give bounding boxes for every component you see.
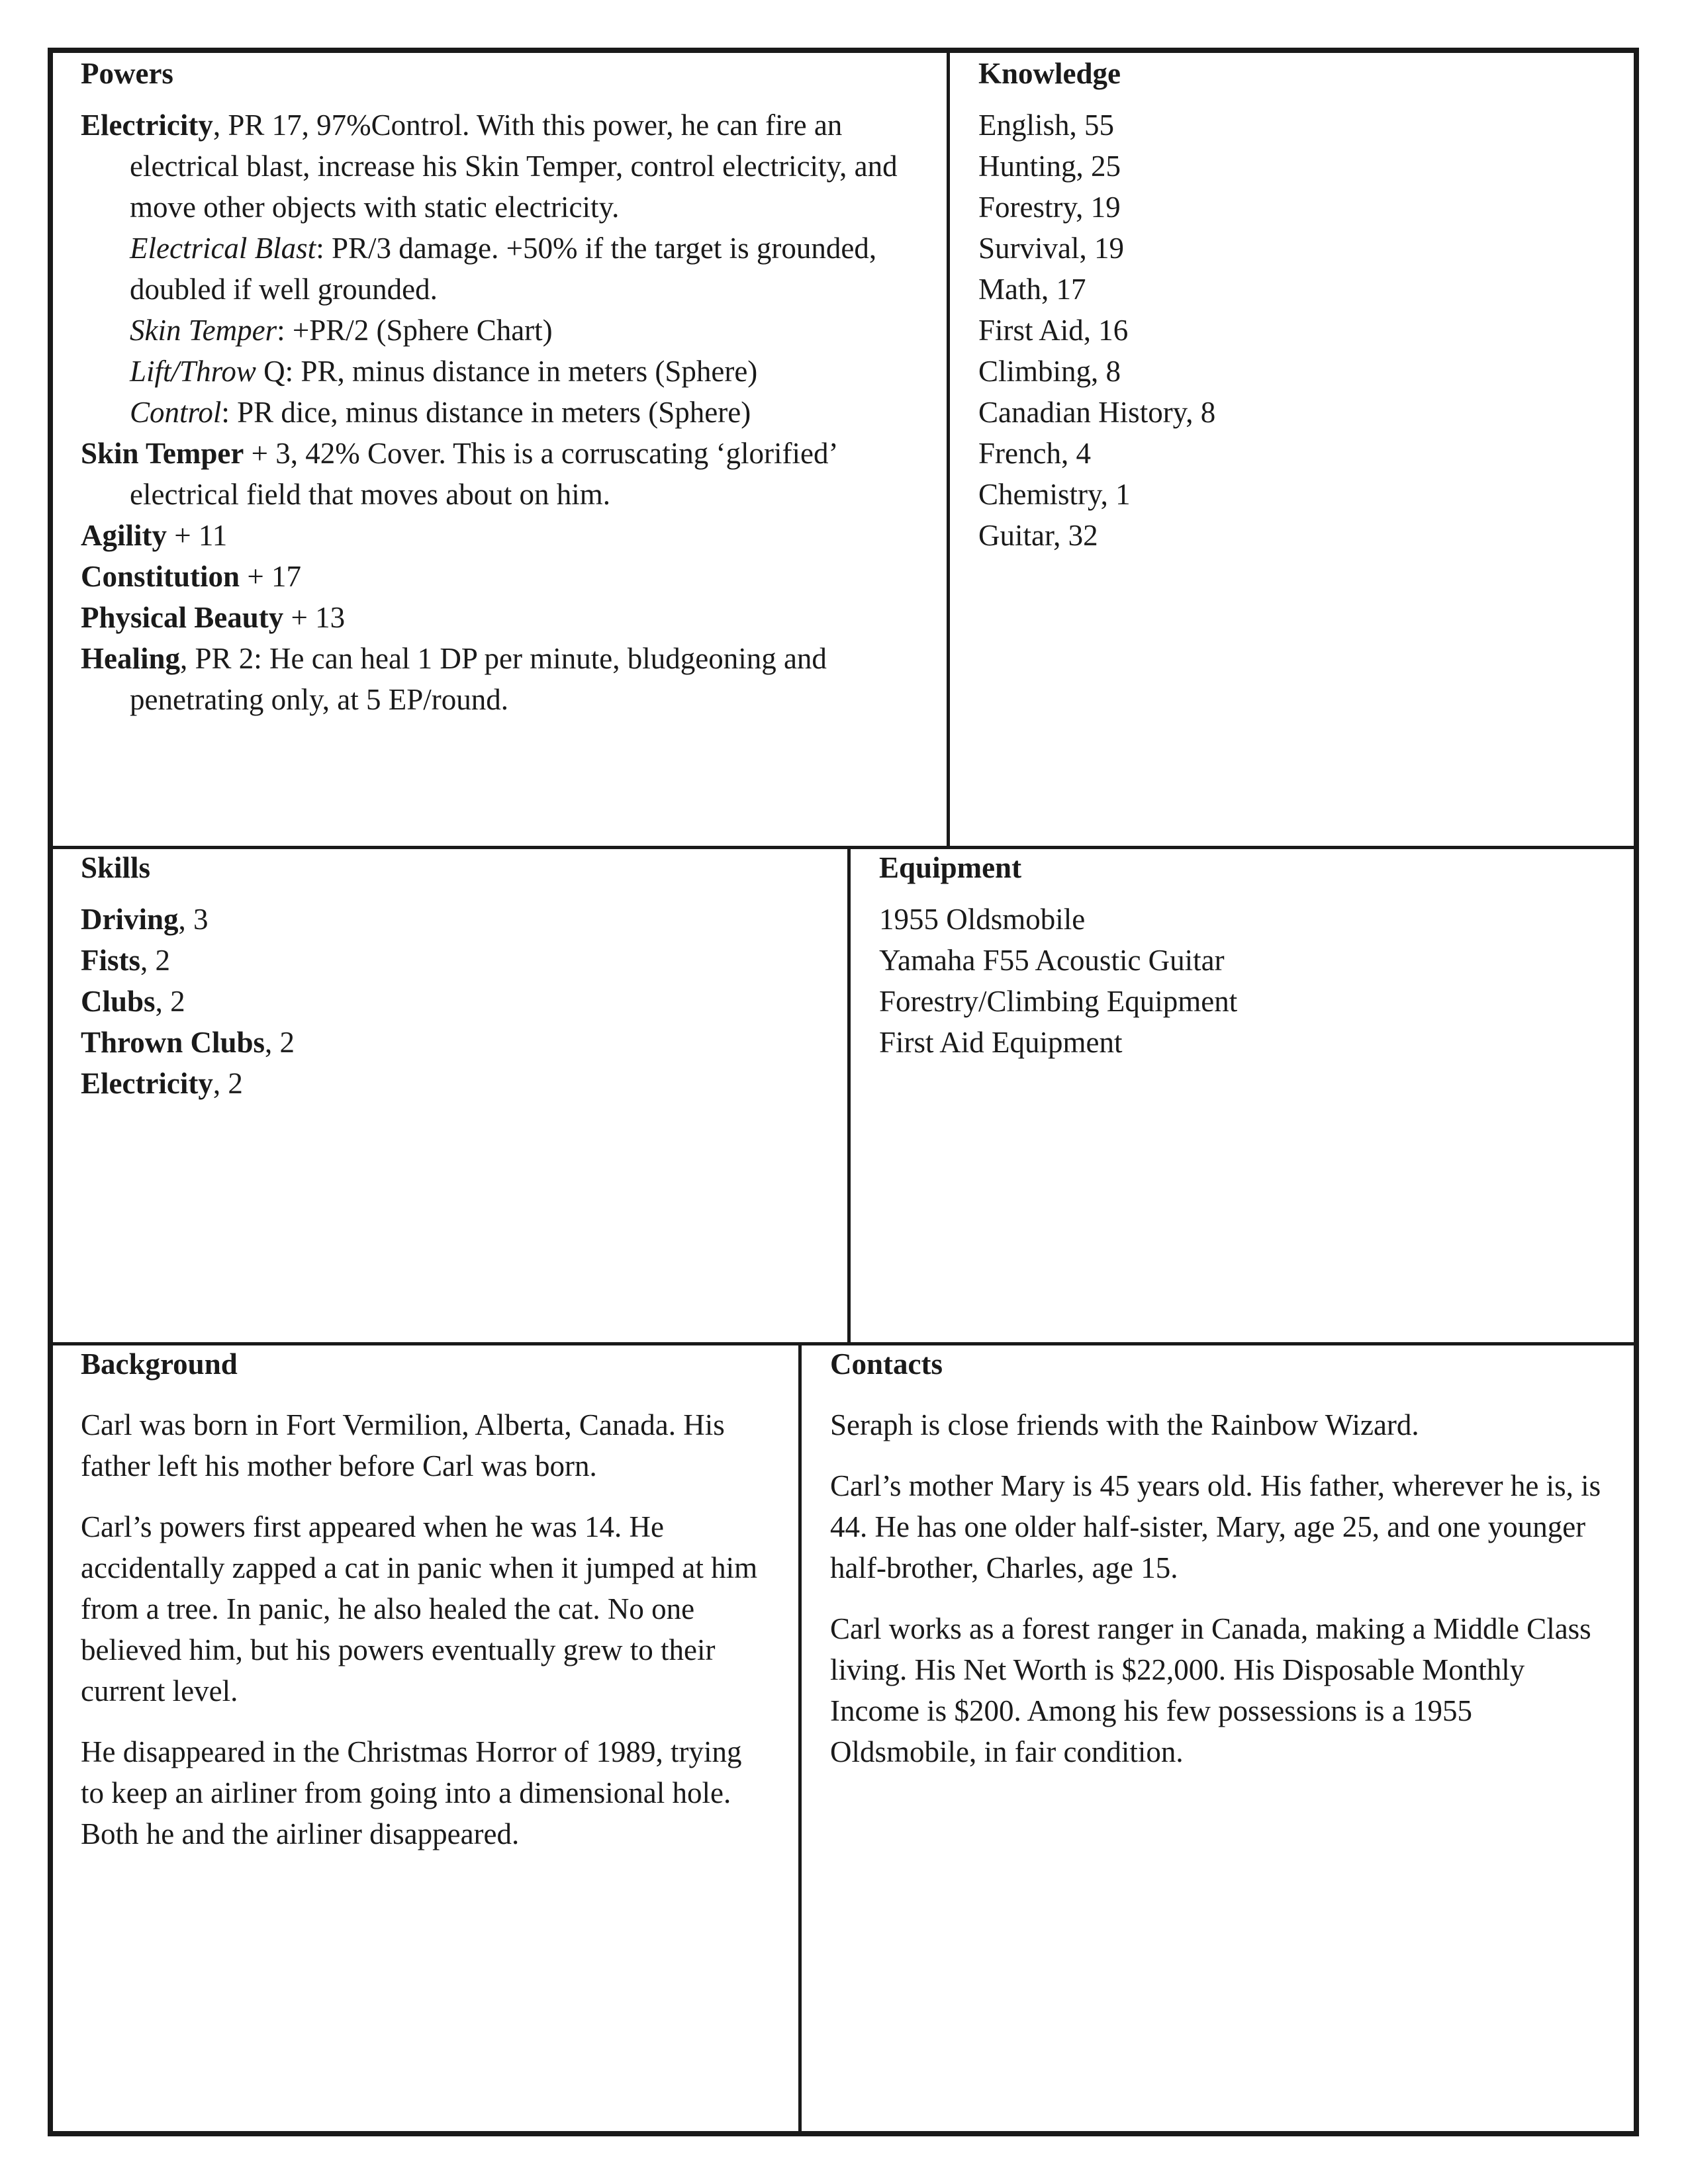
skill-name: Clubs <box>81 985 156 1018</box>
knowledge-item: Climbing, 8 <box>978 355 1121 388</box>
skill-value: , 2 <box>140 944 170 977</box>
skill-item <box>81 1063 835 1104</box>
equipment-section <box>879 847 1614 1063</box>
skin-temper-text: + 3, 42% Cover. This is a corruscating ‘glorified’ electrical field that moves about on him. <box>130 437 837 511</box>
constitution-value: + 17 <box>240 560 301 593</box>
skin-temper-sub-text: : +PR/2 (Sphere Chart) <box>277 314 553 347</box>
power-skin-temper-sub <box>81 310 935 351</box>
physical-beauty-name: Physical Beauty <box>81 601 284 634</box>
skill-name: Driving <box>81 903 179 936</box>
knowledge-item: First Aid, 16 <box>978 314 1129 347</box>
skill-name: Fists <box>81 944 140 977</box>
electrical-blast-name: Electrical Blast <box>130 232 316 265</box>
constitution-name: Constitution <box>81 560 240 593</box>
powers-section <box>81 53 935 720</box>
electrical-blast-text: : PR/3 damage. +50% if the target is grounded, doubled if well grounded. <box>130 232 877 306</box>
knowledge-item: Hunting, 25 <box>978 150 1121 183</box>
contacts-section <box>830 1343 1618 1792</box>
lift-throw-name: Lift/Throw <box>130 355 256 388</box>
contacts-heading: Contacts <box>830 1347 943 1381</box>
powers-heading: Powers <box>81 57 173 90</box>
skill-name: Electricity <box>81 1067 213 1100</box>
background-section <box>81 1343 769 1874</box>
power-healing <box>81 638 935 720</box>
skills-heading: Skills <box>81 851 151 884</box>
background-paragraph: Carl’s powers first appeared when he was 14. He accidentally zapped a cat in panic when it jumped at him from a tree. In panic, he also healed the cat. No one believed him, but his powers eventually grew to their current level. <box>81 1510 758 1707</box>
skill-name: Thrown Clubs <box>81 1026 265 1059</box>
knowledge-item: Canadian History, 8 <box>978 396 1216 429</box>
agility-name: Agility <box>81 519 167 552</box>
agility-value: + 11 <box>167 519 228 552</box>
control-name: Control <box>130 396 222 429</box>
knowledge-item: Math, 17 <box>978 273 1086 306</box>
skill-item <box>81 981 835 1022</box>
skill-value: , 2 <box>265 1026 295 1059</box>
equipment-heading: Equipment <box>879 851 1022 884</box>
equipment-item: Yamaha F55 Acoustic Guitar <box>879 944 1225 977</box>
power-agility <box>81 515 935 556</box>
power-electrical-blast <box>81 228 935 310</box>
knowledge-item: Chemistry, 1 <box>978 478 1131 511</box>
equipment-item: Forestry/Climbing Equipment <box>879 985 1238 1018</box>
skill-value: , 2 <box>155 985 185 1018</box>
skills-section <box>81 847 835 1104</box>
power-electricity-name: Electricity <box>81 109 213 142</box>
skin-temper-name: Skin Temper <box>81 437 244 470</box>
contacts-paragraph: Carl’s mother Mary is 45 years old. His father, wherever he is, is 44. He has one older half-sister, Mary, age 25, and one younger half-brother, Charles, age 15. <box>830 1469 1601 1584</box>
equipment-item: 1955 Oldsmobile <box>879 903 1086 936</box>
skill-value: , 3 <box>178 903 209 936</box>
background-heading: Background <box>81 1347 238 1381</box>
power-lift-throw <box>81 351 935 392</box>
knowledge-item: Guitar, 32 <box>978 519 1098 552</box>
skill-value: , 2 <box>212 1067 243 1100</box>
control-text: : PR dice, minus distance in meters (Sphere) <box>221 396 751 429</box>
divider-skills-equipment <box>847 847 851 1343</box>
skill-item <box>81 1022 835 1063</box>
knowledge-item: Forestry, 19 <box>978 191 1121 224</box>
knowledge-heading: Knowledge <box>978 57 1121 90</box>
divider-background-contacts <box>798 1343 802 2131</box>
knowledge-section <box>978 53 1614 556</box>
contacts-paragraph: Seraph is close friends with the Rainbow Wizard. <box>830 1408 1419 1441</box>
lift-throw-text: Q: PR, minus distance in meters (Sphere) <box>256 355 758 388</box>
healing-text: , PR 2: He can heal 1 DP per minute, bludgeoning and penetrating only, at 5 EP/round. <box>130 642 827 716</box>
divider-powers-knowledge <box>947 53 950 847</box>
power-skin-temper <box>81 433 935 515</box>
background-paragraph: Carl was born in Fort Vermilion, Alberta, Canada. His father left his mother before Carl was born. <box>81 1408 725 1482</box>
skill-item <box>81 899 835 940</box>
physical-beauty-value: + 13 <box>283 601 346 634</box>
equipment-item: First Aid Equipment <box>879 1026 1123 1059</box>
power-physical-beauty <box>81 597 935 638</box>
contacts-paragraph: Carl works as a forest ranger in Canada, making a Middle Class living. His Net Worth is $22,000. His Disposable Monthly Income is $200. Among his few possessions is a 1955 Oldsmobile, in fair condition. <box>830 1612 1591 1768</box>
power-constitution <box>81 556 935 597</box>
healing-name: Healing <box>81 642 181 675</box>
skill-item <box>81 940 835 981</box>
power-control <box>81 392 935 433</box>
power-electricity <box>81 105 935 228</box>
skin-temper-sub-name: Skin Temper <box>130 314 277 347</box>
background-paragraph: He disappeared in the Christmas Horror of 1989, trying to keep an airliner from going into a dimensional hole. Both he and the airliner disappeared. <box>81 1735 742 1850</box>
character-sheet <box>48 48 1639 2136</box>
knowledge-item: Survival, 19 <box>978 232 1124 265</box>
power-electricity-text: , PR 17, 97%Control. With this power, he can fire an electrical blast, increase his Skin Temper, control electricity, and move other objects with static electricity. <box>130 109 898 224</box>
knowledge-item: English, 55 <box>978 109 1115 142</box>
knowledge-item: French, 4 <box>978 437 1091 470</box>
